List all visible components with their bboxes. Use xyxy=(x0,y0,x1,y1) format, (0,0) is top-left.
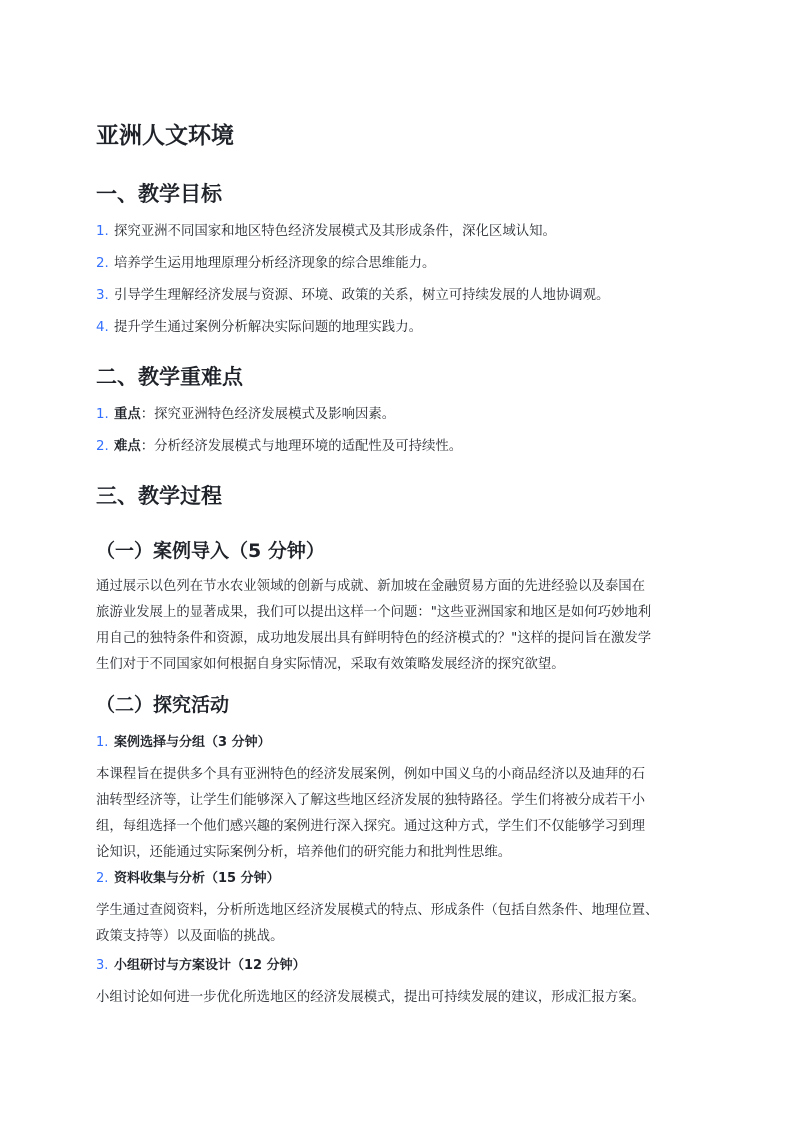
key-point-label: 重点 xyxy=(114,407,141,422)
paragraph-step-2 xyxy=(96,898,702,950)
activity-step-label: 资料收集与分析（15 分钟） xyxy=(114,871,280,886)
subsection-heading-activities: （二）探究活动 xyxy=(96,694,230,716)
list-number: 2. xyxy=(96,439,109,454)
section-heading-objectives: 一、教学目标 xyxy=(96,182,222,206)
paragraph-line: 组，每组选择一个他们感兴趣的案例进行深入探究。通过这种方式，学生们不仅能够学习到理 xyxy=(96,819,646,834)
paragraph-line: 政策支持等）以及面临的挑战。 xyxy=(96,929,284,944)
list-number: 2. xyxy=(96,256,109,271)
list-number: 3. xyxy=(96,958,109,973)
list-item xyxy=(96,318,422,338)
paragraph-line: 旅游业发展上的显著成果，我们可以提出这样一个问题："这些亚洲国家和地区是如何巧妙地利 xyxy=(96,605,652,620)
list-item xyxy=(96,405,395,425)
activity-step-title xyxy=(96,733,271,753)
list-item xyxy=(96,437,462,457)
paragraph-step-3 xyxy=(96,985,702,1011)
section-heading-process: 三、教学过程 xyxy=(96,484,222,508)
list-item-text: ：探究亚洲特色经济发展模式及影响因素。 xyxy=(140,407,396,422)
list-number: 1. xyxy=(96,735,109,750)
paragraph-line: 通过展示以色列在节水农业领域的创新与成就、新加坡在金融贸易方面的先进经验以及泰国在 xyxy=(96,579,646,594)
list-item-text: 提升学生通过案例分析解决实际问题的地理实践力。 xyxy=(114,320,422,335)
list-item-text: 探究亚洲不同国家和地区特色经济发展模式及其形成条件，深化区域认知。 xyxy=(114,224,556,239)
list-number: 2. xyxy=(96,871,109,886)
activity-step-title xyxy=(96,869,280,889)
paragraph-line: 本课程旨在提供多个具有亚洲特色的经济发展案例，例如中国义乌的小商品经济以及迪拜的石 xyxy=(96,767,646,782)
list-number: 3. xyxy=(96,288,109,303)
section-heading-key-points: 二、教学重难点 xyxy=(96,365,243,389)
paragraph-step-1 xyxy=(96,762,702,866)
list-item-text: 引导学生理解经济发展与资源、环境、政策的关系，树立可持续发展的人地协调观。 xyxy=(114,288,610,303)
list-item xyxy=(96,222,556,242)
subsection-heading-intro: （一）案例导入（5 分钟） xyxy=(96,540,325,562)
activity-step-label: 案例选择与分组（3 分钟） xyxy=(114,735,271,750)
list-item-text: ：分析经济发展模式与地理环境的适配性及可持续性。 xyxy=(140,439,463,454)
activity-step-title xyxy=(96,956,306,976)
list-number: 1. xyxy=(96,224,109,239)
document-title: 亚洲人文环境 xyxy=(96,123,234,149)
paragraph-line: 小组讨论如何进一步优化所选地区的经济发展模式，提出可持续发展的建议，形成汇报方案。 xyxy=(96,990,646,1005)
list-item-text: 培养学生运用地理原理分析经济现象的综合思维能力。 xyxy=(114,256,436,271)
paragraph-line: 用自己的独特条件和资源，成功地发展出具有鲜明特色的经济模式的？"这样的提问旨在激发学 xyxy=(96,631,652,646)
activity-step-label: 小组研讨与方案设计（12 分钟） xyxy=(114,958,306,973)
list-number: 4. xyxy=(96,320,109,335)
paragraph-line: 生们对于不同国家如何根据自身实际情况，采取有效策略发展经济的探究欲望。 xyxy=(96,657,565,672)
paragraph-line: 油转型经济等，让学生们能够深入了解这些地区经济发展的独特路径。学生们将被分成若干小 xyxy=(96,793,646,808)
list-item xyxy=(96,254,435,274)
list-number: 1. xyxy=(96,407,109,422)
paragraph-line: 论知识，还能通过实际案例分析，培养他们的研究能力和批判性思维。 xyxy=(96,845,512,860)
difficulty-label: 难点 xyxy=(114,439,141,454)
list-item xyxy=(96,286,609,306)
paragraph-intro xyxy=(96,574,702,678)
paragraph-line: 学生通过查阅资料，分析所选地区经济发展模式的特点、形成条件（包括自然条件、地理位置、 xyxy=(96,903,659,918)
